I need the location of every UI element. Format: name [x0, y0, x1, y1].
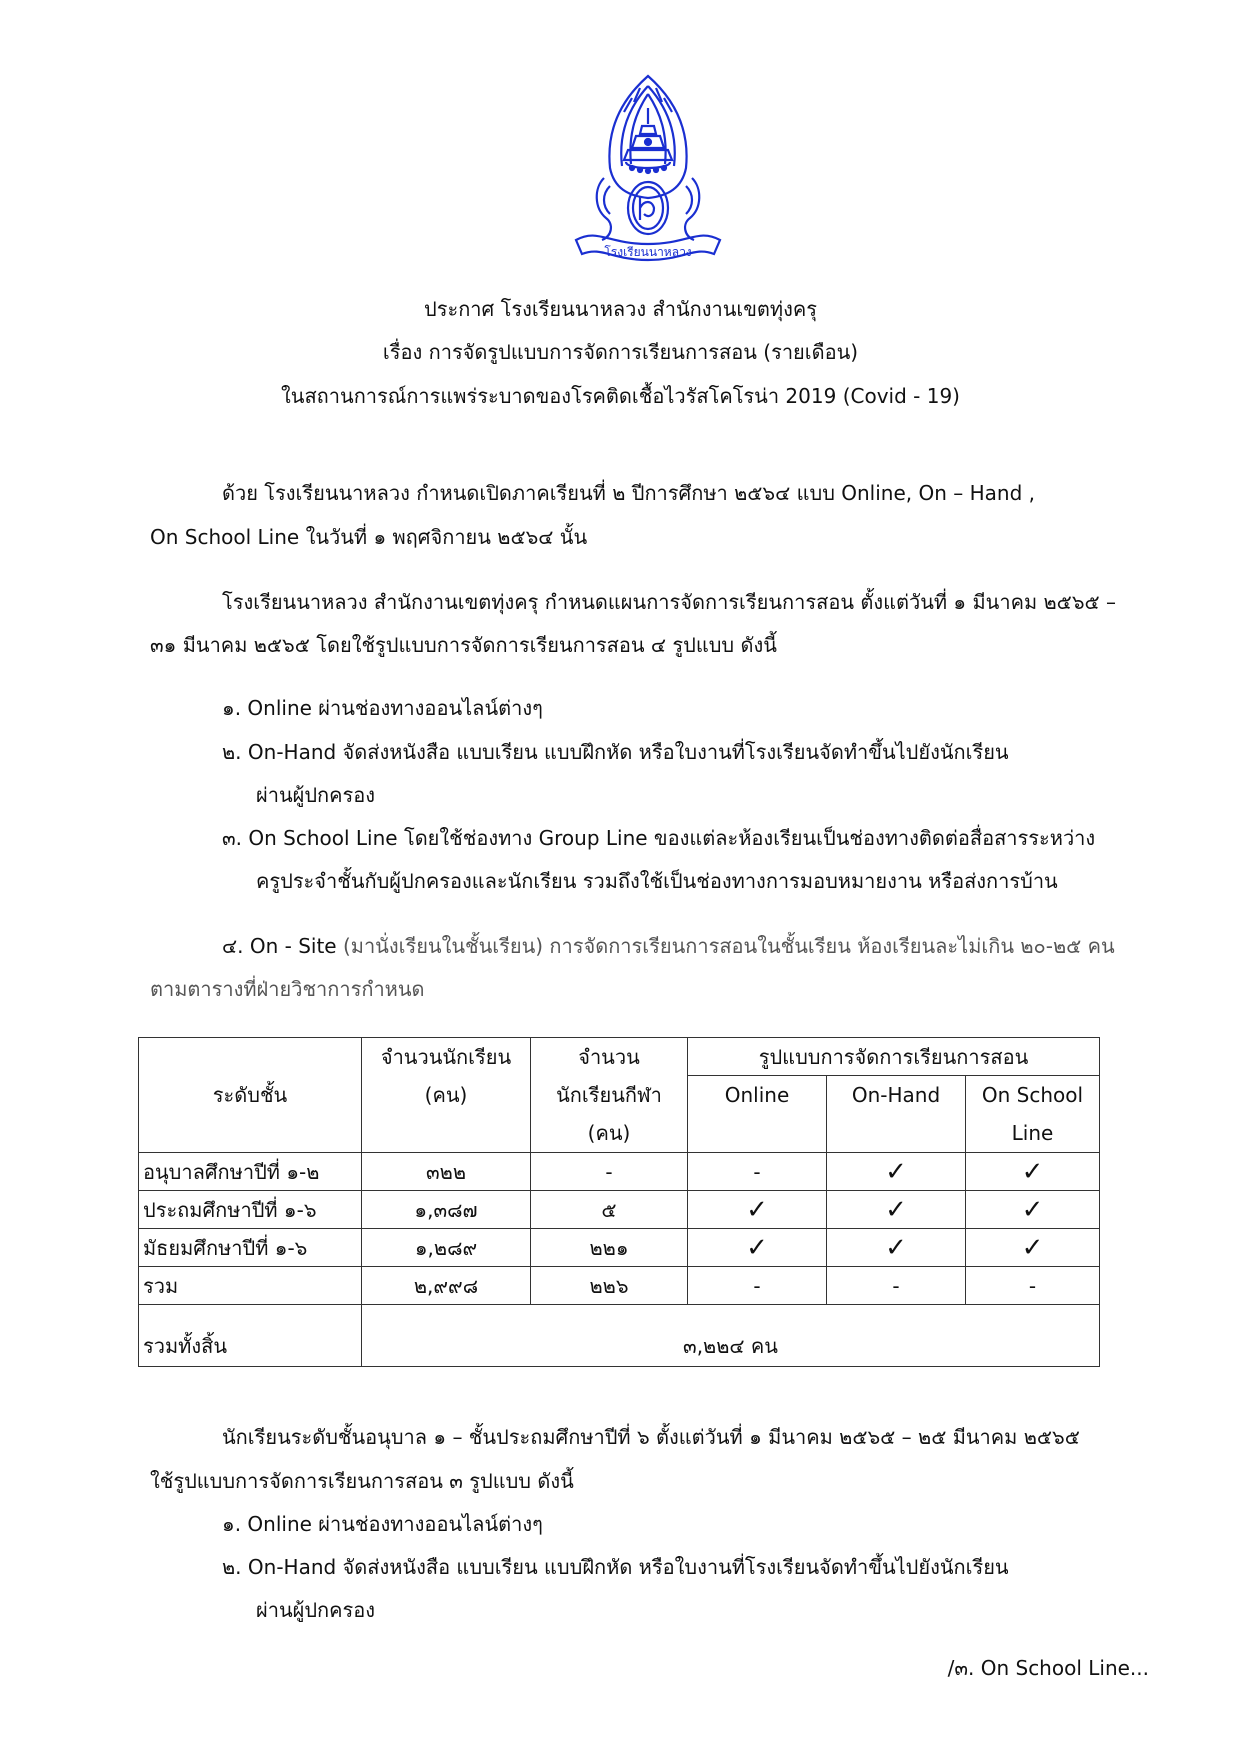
list2-item-online: ๑. Online ผ่านช่องทางออนไลน์ต่างๆ	[222, 1512, 543, 1536]
header-format-group: รูปแบบการจัดการเรียนการสอน	[688, 1038, 1100, 1076]
row-online: -	[688, 1267, 827, 1305]
row-athletes: ๒๒๖	[531, 1267, 688, 1305]
header-athletes: จำนวน นักเรียนกีฬา (คน)	[531, 1038, 688, 1153]
header-online: Online	[688, 1076, 827, 1153]
onsite-description-cont: ตามตารางที่ฝ่ายวิชาการกำหนด	[150, 977, 425, 1001]
announcement-subject: เรื่อง การจัดรูปแบบการจัดการเรียนการสอน (รายเดือน)	[382, 340, 859, 364]
next-page-marker: /๓. On School Line...	[947, 1656, 1149, 1680]
check-icon: ✓	[966, 1191, 1100, 1229]
paragraph-2-line-2: ๓๑ มีนาคม ๒๕๖๕ โดยใช้รูปแบบการจัดการเรียนการสอน ๔ รูปแบบ ดังนี้	[150, 633, 777, 657]
row-students: ๒,๙๙๘	[362, 1267, 531, 1305]
grand-total-value: ๓,๒๒๔ คน	[362, 1305, 1100, 1367]
list2-item-onhand: ๒. On-Hand จัดส่งหนังสือ แบบเรียน แบบฝึกหัด หรือใบงานที่โรงเรียนจัดทำขึ้นไปยังนักเรียน	[222, 1555, 1009, 1579]
onsite-label: ๔. On - Site	[222, 934, 337, 958]
table-row-total	[139, 1267, 1100, 1305]
row-onhand: -	[827, 1267, 966, 1305]
table-row	[139, 1229, 1100, 1267]
onsite-description: (มานั่งเรียนในชั้นเรียน) การจัดการเรียนการสอนในชั้นเรียน ห้องเรียนละไม่เกิน ๒๐-๒๕ คน	[336, 934, 1115, 958]
list-item-onsite	[222, 931, 1115, 961]
list2-item-onhand-cont: ผ่านผู้ปกครอง	[256, 1598, 376, 1622]
table-row	[139, 1191, 1100, 1229]
row-onschoolline: -	[966, 1267, 1100, 1305]
paragraph-1-line-1: ด้วย โรงเรียนนาหลวง กำหนดเปิดภาคเรียนที่ ๒ ปีการศึกษา ๒๕๖๔ แบบ Online, On – Hand ,	[222, 481, 1035, 505]
announcement-title: ประกาศ โรงเรียนนาหลวง สำนักงานเขตทุ่งครุ	[424, 297, 817, 321]
row-level: รวม	[139, 1267, 362, 1305]
grand-total-label: รวมทั้งสิ้น	[139, 1305, 362, 1367]
paragraph-2-line-1: โรงเรียนนาหลวง สำนักงานเขตทุ่งครุ กำหนดแผนการจัดการเรียนการสอน ตั้งแต่วันที่ ๑ มีนาคม ๒๕๖๕ –	[222, 590, 1117, 614]
paragraph-5-line-2: ใช้รูปแบบการจัดการเรียนการสอน ๓ รูปแบบ ดังนี้	[150, 1469, 574, 1493]
paragraph-1-line-2: On School Line ในวันที่ ๑ พฤศจิกายน ๒๕๖๔ นั้น	[150, 525, 588, 549]
list-item-onschoolline: ๓. On School Line โดยใช้ช่องทาง Group Line ของแต่ละห้องเรียนเป็นช่องทางติดต่อสื่อสารระหว่าง	[222, 826, 1096, 850]
check-icon: ✓	[827, 1153, 966, 1191]
list-item-onhand: ๒. On-Hand จัดส่งหนังสือ แบบเรียน แบบฝึกหัด หรือใบงานที่โรงเรียนจัดทำขึ้นไปยังนักเรียน	[222, 740, 1009, 764]
header-onhand: On-Hand	[827, 1076, 966, 1153]
row-level: มัธยมศึกษาปีที่ ๑-๖	[139, 1229, 362, 1267]
check-icon: ✓	[966, 1153, 1100, 1191]
check-icon: ✓	[688, 1191, 827, 1229]
announcement-context: ในสถานการณ์การแพร่ระบาดของโรคติดเชื้อไวรัสโคโรน่า 2019 (Covid - 19)	[281, 384, 960, 408]
row-level: อนุบาลศึกษาปีที่ ๑-๒	[139, 1153, 362, 1191]
check-icon: ✓	[966, 1229, 1100, 1267]
header-onschoolline: On School Line	[966, 1076, 1100, 1153]
school-emblem-icon	[568, 68, 728, 268]
row-athletes: ๕	[531, 1191, 688, 1229]
list-item-online: ๑. Online ผ่านช่องทางออนไลน์ต่างๆ	[222, 696, 543, 720]
row-online: -	[688, 1153, 827, 1191]
list-item-onschoolline-cont: ครูประจำชั้นกับผู้ปกครองและนักเรียน รวมถึงใช้เป็นช่องทางการมอบหมายงาน หรือส่งการบ้าน	[256, 869, 1058, 893]
list-item-onhand-cont: ผ่านผู้ปกครอง	[256, 783, 376, 807]
row-students: ๑,๓๘๗	[362, 1191, 531, 1229]
row-students: ๑,๒๘๙	[362, 1229, 531, 1267]
row-athletes: ๒๒๑	[531, 1229, 688, 1267]
paragraph-5-line-1: นักเรียนระดับชั้นอนุบาล ๑ – ชั้นประถมศึกษาปีที่ ๖ ตั้งแต่วันที่ ๑ มีนาคม ๒๕๖๕ – ๒๕ มีนาคม ๒๕๖๕	[222, 1425, 1080, 1449]
check-icon: ✓	[827, 1229, 966, 1267]
table-row-grand-total	[139, 1305, 1100, 1367]
emblem-ribbon-text: โรงเรียนนาหลวง	[604, 245, 692, 259]
teaching-format-table	[138, 1037, 1100, 1367]
header-level: ระดับชั้น	[139, 1038, 362, 1153]
check-icon: ✓	[688, 1229, 827, 1267]
row-athletes: -	[531, 1153, 688, 1191]
check-icon: ✓	[827, 1191, 966, 1229]
row-students: ๓๒๒	[362, 1153, 531, 1191]
header-students: จำนวนนักเรียน (คน)	[362, 1038, 531, 1153]
row-level: ประถมศึกษาปีที่ ๑-๖	[139, 1191, 362, 1229]
table-row	[139, 1153, 1100, 1191]
